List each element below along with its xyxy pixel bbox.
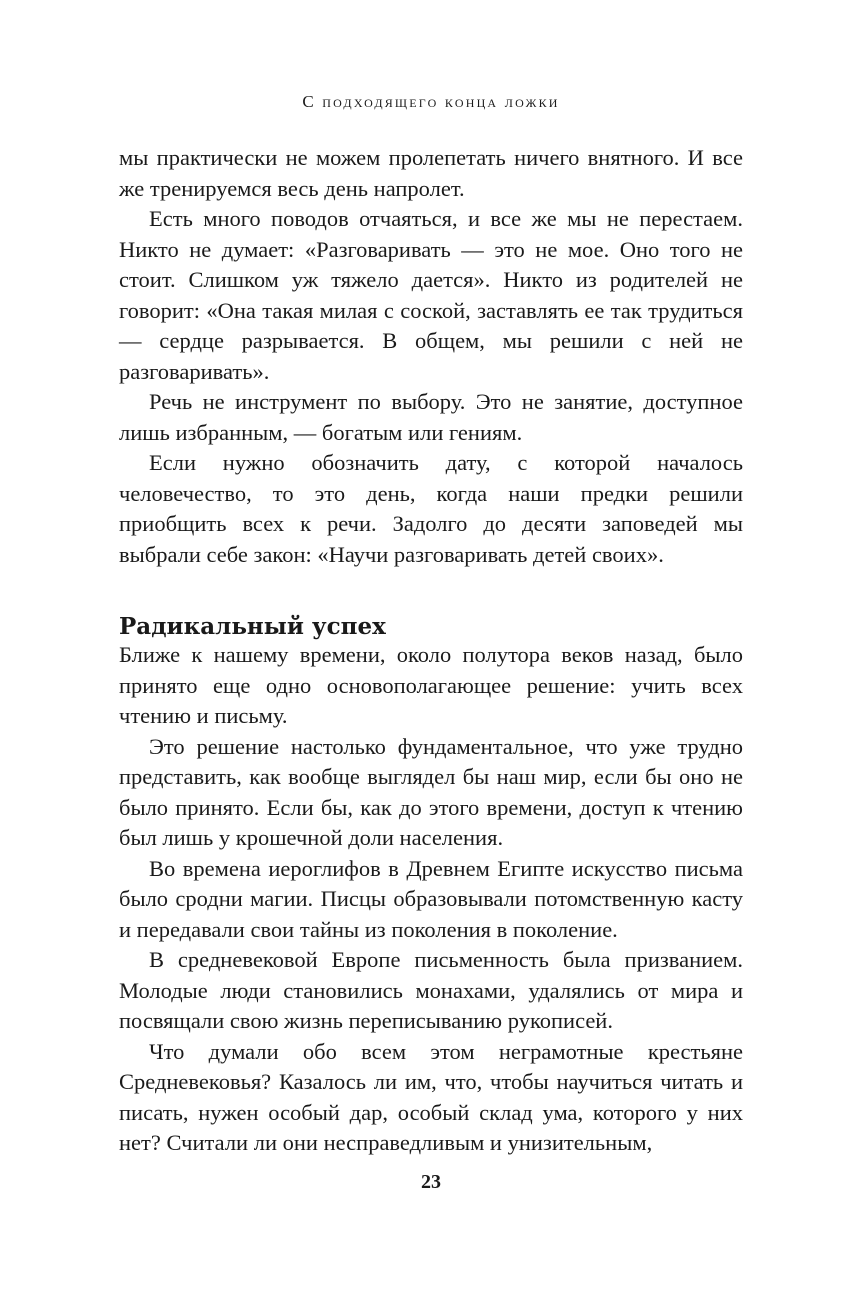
section-heading: Радикальный успех: [119, 613, 386, 641]
body-text-bottom: [119, 640, 743, 1159]
paragraph: Ближе к нашему времени, около полутора веков назад, было принято еще одно основополагающее решение: учить всех чтению и письму.: [119, 642, 743, 728]
paragraph: В средневековой Европе письменность была призванием. Молодые люди становились монахами, удалялись от мира и посвящали свою жизнь переписыванию рукописей.: [119, 947, 743, 1033]
running-head: С подходящего конца ложки: [302, 92, 560, 111]
paragraph: Есть много поводов отчаяться, и все же мы не перестаем. Никто не думает: «Разговаривать — это не мое. Оно того не стоит. Слишком уж тяжело дается». Никто из родителей не говорит: «Она такая милая с соской, заставлять ее так трудиться — сердце разрывается. В общем, мы решили с ней не разговаривать».: [119, 206, 743, 384]
paragraph: Во времена иероглифов в Древнем Египте искусство письма было сродни магии. Писцы образовывали потомственную касту и передавали свои тайны из поколения в поколение.: [119, 855, 743, 942]
paragraph: Что думали обо всем этом неграмотные крестьяне Средневековья? Казалось ли им, что, чтобы научиться читать и писать, нужен особый дар, особый склад ума, которого у них нет? Считали ли они несправедливым и унизительным,: [119, 1038, 743, 1155]
paragraph: Речь не инструмент по выбору. Это не занятие, доступное лишь избранным, — богатым или гениям.: [119, 389, 743, 445]
body-text-top: [119, 143, 743, 570]
paragraph: мы практически не можем пролепетать ничего внятного. И все же тренируемся весь день напролет.: [119, 145, 743, 201]
paragraph: Если нужно обозначить дату, с которой началось человечество, то это день, когда наши предки решили приобщить всех к речи. Задолго до десяти заповедей мы выбрали себе закон: «Научи разговаривать детей своих».: [119, 450, 743, 567]
page-number: 23: [421, 1171, 441, 1193]
paragraph: Это решение настолько фундаментальное, что уже трудно представить, как вообще выглядел бы наш мир, если бы оно не было принято. Если бы, как до этого времени, доступ к чтению был лишь у крошечной доли населения.: [119, 733, 743, 850]
